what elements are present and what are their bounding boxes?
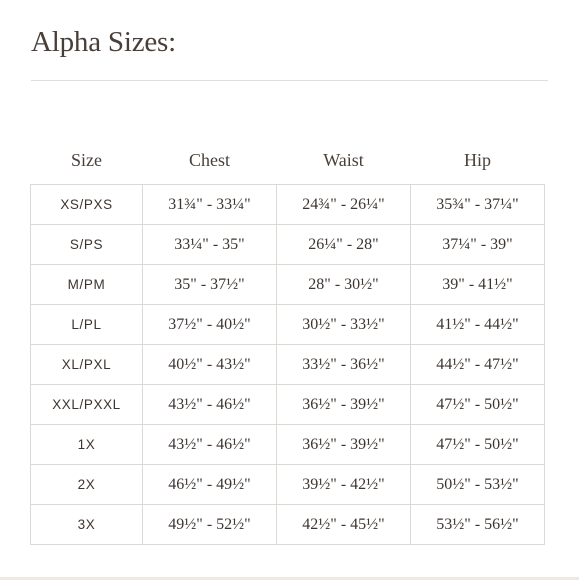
size-cell: 3X (31, 505, 143, 545)
size-cell: XXL/PXXL (31, 385, 143, 425)
hip-cell: 44½" - 47½" (411, 345, 545, 385)
chest-cell: 43½" - 46½" (143, 385, 277, 425)
size-cell: L/PL (31, 305, 143, 345)
size-cell: 1X (31, 425, 143, 465)
chest-cell: 43½" - 46½" (143, 425, 277, 465)
hip-cell: 39" - 41½" (411, 265, 545, 305)
table-row (31, 385, 545, 425)
waist-cell: 42½" - 45½" (277, 505, 411, 545)
table-row (31, 305, 545, 345)
hip-cell: 47½" - 50½" (411, 425, 545, 465)
table-row (31, 185, 545, 225)
hip-cell: 41½" - 44½" (411, 305, 545, 345)
waist-cell: 39½" - 42½" (277, 465, 411, 505)
waist-cell: 30½" - 33½" (277, 305, 411, 345)
waist-cell: 28" - 30½" (277, 265, 411, 305)
table-row (31, 425, 545, 465)
header-chest: Chest (188, 150, 230, 170)
hip-cell: 50½" - 53½" (411, 465, 545, 505)
chest-cell: 35" - 37½" (143, 265, 277, 305)
size-cell: 2X (31, 465, 143, 505)
size-cell: XS/PXS (31, 185, 143, 225)
size-chart-table (30, 137, 545, 545)
size-cell: XL/PXL (31, 345, 143, 385)
waist-cell: 36½" - 39½" (277, 385, 411, 425)
size-cell: M/PM (31, 265, 143, 305)
waist-cell: 33½" - 36½" (277, 345, 411, 385)
page-title: Alpha Sizes: (31, 26, 176, 58)
chest-cell: 33¼" - 35" (143, 225, 277, 265)
waist-cell: 24¾" - 26¼" (277, 185, 411, 225)
chest-cell: 40½" - 43½" (143, 345, 277, 385)
header-hip: Hip (464, 150, 491, 170)
hip-cell: 53½" - 56½" (411, 505, 545, 545)
table-header-row (31, 137, 545, 185)
waist-cell: 26¼" - 28" (277, 225, 411, 265)
hip-cell: 35¾" - 37¼" (411, 185, 545, 225)
table-row (31, 345, 545, 385)
table-row (31, 505, 545, 545)
chest-cell: 49½" - 52½" (143, 505, 277, 545)
waist-cell: 36½" - 39½" (277, 425, 411, 465)
hip-cell: 37¼" - 39" (411, 225, 545, 265)
chest-cell: 46½" - 49½" (143, 465, 277, 505)
table-row (31, 225, 545, 265)
size-cell: S/PS (31, 225, 143, 265)
chest-cell: 37½" - 40½" (143, 305, 277, 345)
chest-cell: 31¾" - 33¼" (143, 185, 277, 225)
header-size: Size (71, 150, 102, 170)
table-row (31, 465, 545, 505)
header-waist: Waist (323, 150, 364, 170)
hip-cell: 47½" - 50½" (411, 385, 545, 425)
title-divider (31, 80, 548, 81)
table-row (31, 265, 545, 305)
